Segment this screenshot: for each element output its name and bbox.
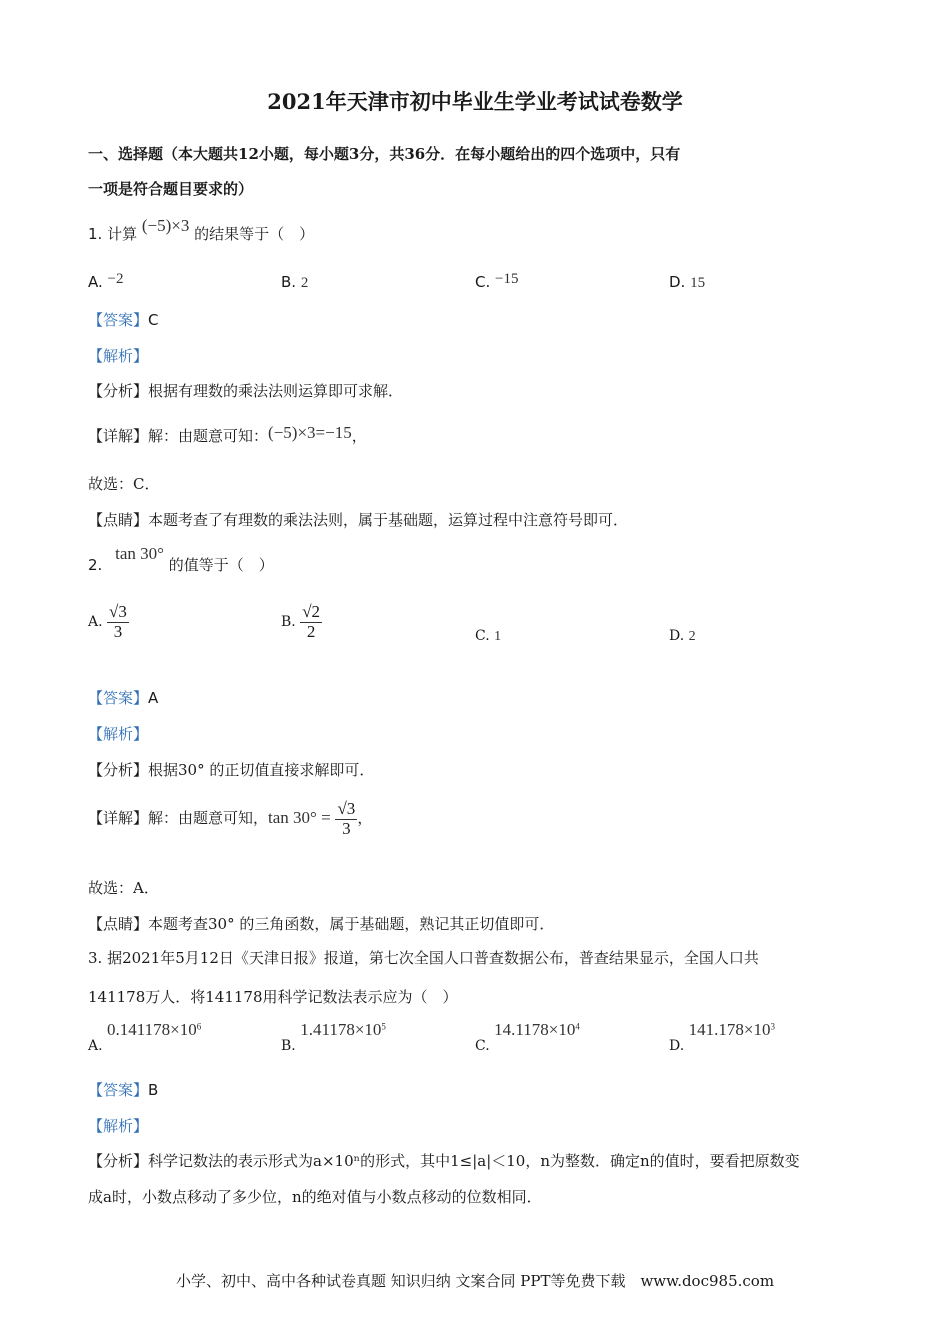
q1-choose: 故选：C． [88,475,160,493]
q2-option-b: B. $\frac{√2}{2}$ [281,602,321,641]
q1-stem [88,216,315,244]
q1-option-d: D. 15 [669,273,706,291]
q2-option-c: C. 1 [475,628,502,644]
q1-option-a: A. −2 [88,271,124,291]
q1-expression: (−5)×3 [141,216,190,235]
q1-prefix: 1. 计算 [88,225,138,243]
q2-answer: 【答案】A [88,689,159,707]
q2-option-d: D. 2 [669,628,696,644]
q3-stem-line2: 141178万人．将141178用科学记数法表示应为（ ） [88,988,458,1006]
q2-analysis-label: 【解析】 [88,725,149,743]
q2-stem [88,544,274,575]
q2-choose: 故选：A． [88,879,159,897]
q2-xiangjie: 【详解】解：由题意可知，tan 30° = $\frac{√3}{3}$ ， [88,799,373,838]
q3-stem-line1: 3. 据2021年5月12日《天津日报》报道，第七次全国人口普查数据公布，普查结果显示，全国人口共 [88,949,759,967]
page-title: 2021年天津市初中毕业生学业考试试卷数学 [267,89,683,114]
q1-option-b: B. 2 [281,273,309,291]
section-heading-line1: 一、选择题（本大题共12小题，每小题3分，共36分．在每小题给出的四个选项中，只有 [88,145,681,163]
q1-fenxi: 【分析】根据有理数的乘法法则运算即可求解． [88,382,404,400]
q1-xiangjie: 【详解】解：由题意可知：(−5)×3=−15， [88,423,367,445]
q3-option-a: A. $0.141178\times 10^6$ [88,1020,202,1054]
q3-option-c: C. $14.1178\times 10^4$ [475,1020,580,1054]
q3-analysis-label: 【解析】 [88,1117,149,1135]
q2-option-a: A. $\frac{√3}{3}$ [88,602,127,641]
q3-answer: 【答案】B [88,1081,159,1099]
page-footer: 小学、初中、高中各种试卷真题 知识归纳 文案合同 PPT等免费下载 www.doc985.com [175,1272,775,1290]
q3-fenxi-line2: 成a时，小数点移动了多少位，n的绝对值与小数点移动的位数相同． [88,1188,542,1206]
q3-option-d: D. $141.178\times 10^3$ [669,1020,775,1054]
q1-analysis-label: 【解析】 [88,347,149,365]
q1-answer: 【答案】C [88,311,159,329]
q1-suffix: 的结果等于（ ） [194,225,315,243]
q2-prefix: 2. [88,556,103,574]
q1-dianjing: 【点睛】本题考查了有理数的乘法法则，属于基础题，运算过程中注意符号即可． [88,511,629,529]
section-heading-line2: 一项是符合题目要求的） [88,180,254,198]
q1-option-c: C. −15 [475,271,519,291]
q3-fenxi-line1: 【分析】科学记数法的表示形式为a×10ⁿ的形式，其中1≤|a|＜10，n为整数．确定n的值时，要看把原数变 [88,1152,800,1170]
q2-dianjing: 【点睛】本题考查30° 的三角函数，属于基础题，熟记其正切值即可． [88,915,555,933]
q2-fenxi: 【分析】根据30° 的正切值直接求解即可． [88,761,375,779]
q2-suffix: 的值等于（ ） [168,556,274,574]
q3-option-b: B. $1.41178\times 10^5$ [281,1020,386,1054]
q2-expression: tan 30° [115,544,164,563]
